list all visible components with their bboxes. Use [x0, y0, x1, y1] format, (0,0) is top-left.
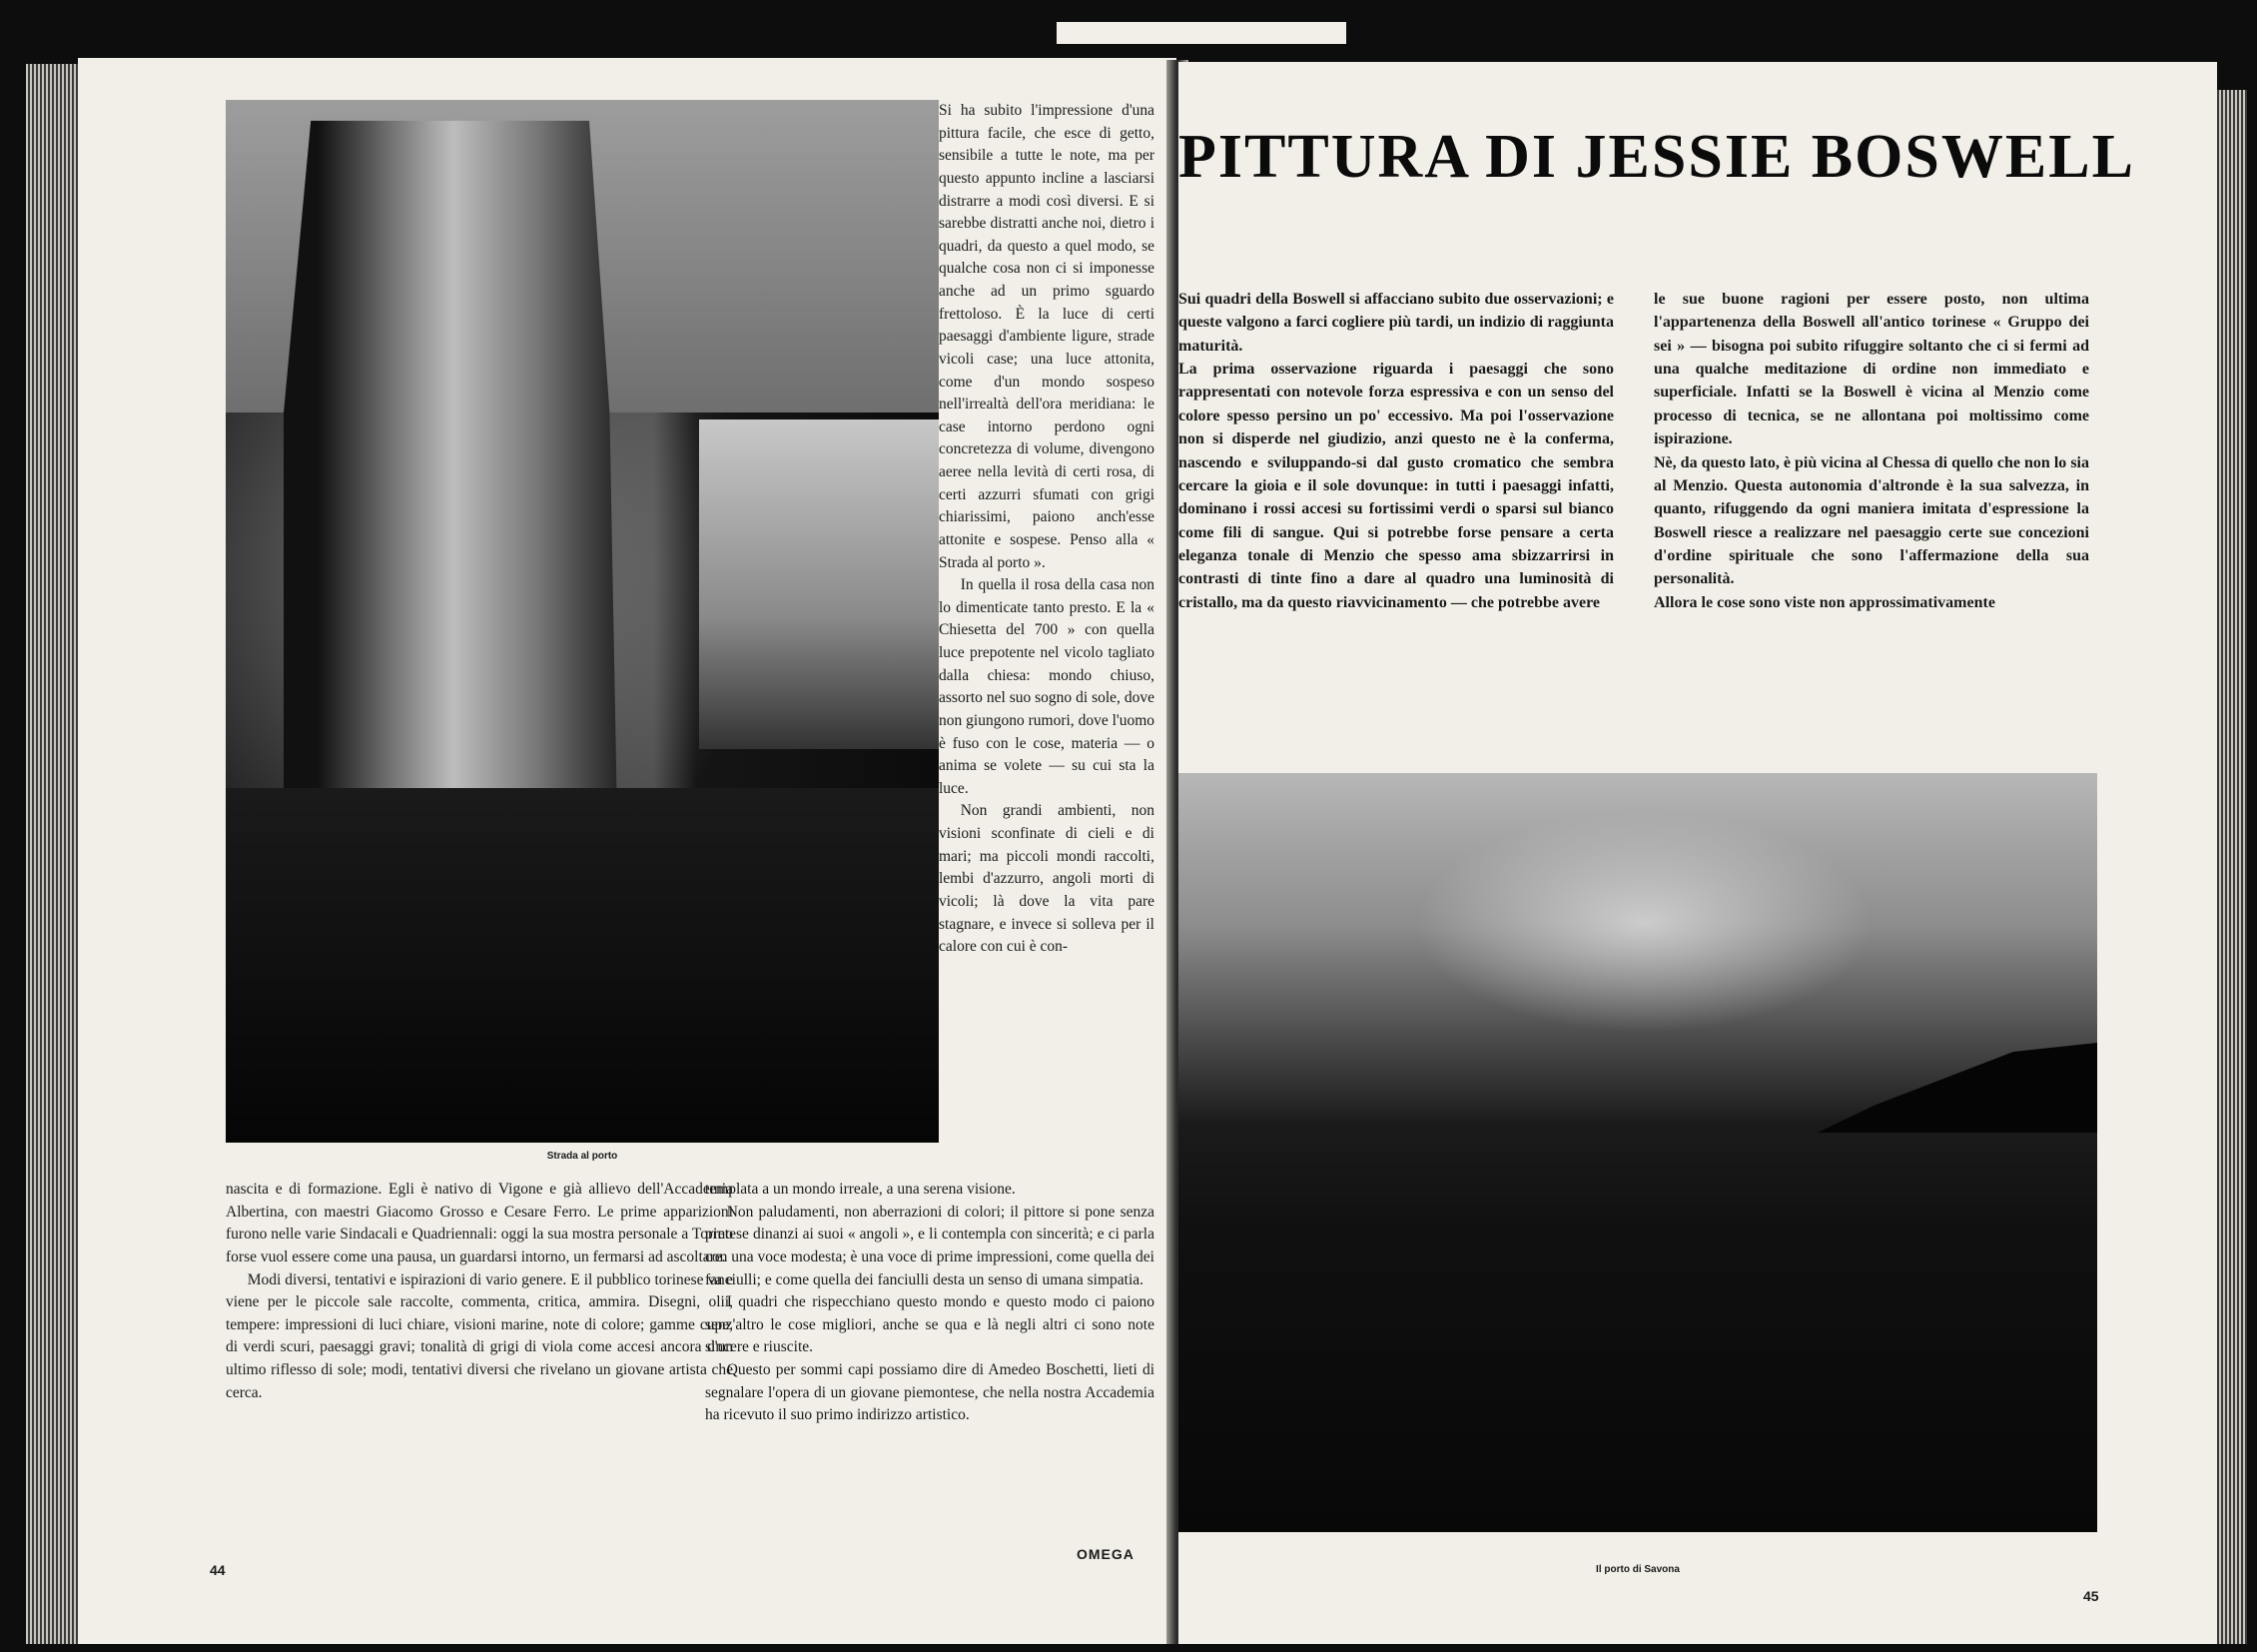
paragraph: Allora le cose sono viste non approssimativamente — [1654, 593, 1995, 611]
paragraph: Non paludamenti, non aberrazioni di colori; il pittore si pone senza pretese dinanzi ai suoi « angoli », e li contempla con sincerità; e ci parla con una voce modesta; è una voce di prime impressioni, come quella dei fanciulli; e come quella dei fanciulli desta un senso di umana simpatia. — [705, 1203, 1154, 1288]
page-number-right: 45 — [2083, 1588, 2099, 1604]
magazine-logo: OMEGA — [1077, 1546, 1134, 1562]
paragraph: le sue buone ragioni per essere posto, non ultima l'appartenenza della Boswell all'antico torinese « Gruppo dei sei » — bisogna poi subito rifuggire soltanto che ci si fermi ad una qualche meditazione di ordine non immediato e superficiale. Infatti se la Boswell è vicina al Menzio come processo di tecnica, se ne allontana poi moltissimo come ispirazione. — [1654, 291, 2089, 448]
paragraph: La prima osservazione riguarda i paesaggi che sono rappresentati con notevole forza espressiva e con un senso del colore spesso persino un po' eccessivo. Ma poi l'osservazione non si disperde nel giudizio, anzi questo ne è la conferma, nascendo e sviluppando-si dal gusto cromatico che sembra cercare la gioia e il sole dovunque: in tutti i paesaggi infatti, dominano i rossi accesi su fortissimi verdi o sparsi sul bianco come fili di sangue. Qui si potrebbe forse pensare a certa eleganza tonale di Menzio che spesso ama sbizzarrirsi in contrasti di tinte fino a dare al quadro una luminosità di cristallo, ma da questo riavvicinamento — che potrebbe avere — [1178, 361, 1614, 611]
page-tab — [1057, 22, 1346, 44]
left-column-bottom-left — [226, 1179, 733, 1404]
page-number-left: 44 — [210, 1562, 226, 1578]
paragraph: Si ha subito l'impressione d'una pittura facile, che esce di getto, sensibile a tutte le note, ma per questo appunto incline a lasciarsi distrarre a modi così diversi. E si sarebbe distratti anche noi, dietro i quadri, da questo a quel modo, se qualche cosa non ci si imponesse anche ad un primo sguardo frettoloso. È la luce di certi paesaggi d'ambiente ligure, strade vicoli case; una luce attonita, come d'un mondo sospeso nell'irrealtà dell'ora meridiana: le case intorno perdono ogni concretezza di volume, divengono aeree nella levità di certi rosa, di certi azzurri sfumati con grigi chiarissimi, paiono anch'esse attonite e sospese. Penso alla « Strada al porto ». — [939, 102, 1154, 571]
photo-caption-left: Strada al porto — [546, 1151, 618, 1162]
paragraph: In quella il rosa della casa non lo dimenticate tanto presto. E la « Chiesetta del 700 » con quella luce prepotente nel vicolo tagliato dalla chiesa: mondo chiuso, assorto nel suo sogno di sole, dove non giungono rumori, dove l'uomo è fuso con le cose, materia — o anima se volete — su cui sta la luce. — [939, 576, 1154, 797]
paragraph: Sui quadri della Boswell si affacciano subito due osservazioni; e queste valgono a farci cogliere più tardi, un indizio di raggiunta maturità. — [1178, 291, 1614, 355]
book-edge-right — [2217, 90, 2247, 1644]
photo-cliff — [1818, 1043, 2097, 1133]
paragraph: Nè, da questo lato, è più vicina al Chessa di quello che non lo sia al Menzio. Questa autonomia d'altronde è la sua salvezza, in quanto, rifuggendo da ogni maniera imitata d'espressione la Boswell riesce a realizzare nel paesaggio certe sue concezioni d'ordine spirituale che sono l'affermazione della sua personalità. — [1654, 453, 2089, 588]
photo-background-wall — [699, 419, 939, 749]
photo-foreground — [226, 788, 939, 1143]
photo-strada-al-porto — [226, 100, 939, 1143]
book-edge-left — [26, 64, 78, 1644]
paragraph: Non grandi ambienti, non visioni sconfinate di cieli e di mari; ma piccoli mondi raccolti, lembi d'azzurro, angoli morti di vicoli; là dove la vita pare stagnare, e invece si solleva per il calore con cui è con- — [939, 802, 1154, 956]
photo-cloud — [1414, 813, 1874, 1033]
left-column-right — [939, 100, 1154, 959]
left-page — [78, 58, 1176, 1644]
photo-caption-right: Il porto di Savona — [1596, 1564, 1680, 1575]
paragraph: I quadri che rispecchiano questo mondo e questo modo ci paiono senz'altro le cose migliori, anche se qua e là negli altri ci sono note sincere e riuscite. — [705, 1293, 1154, 1356]
paragraph: Modi diversi, tentativi e ispirazioni di vario genere. E il pubblico torinese va e viene per le piccole sale raccolte, commenta, critica, ammira. Disegni, olii, tempere: impressioni di luci chiare, visioni marine, note di colore; gamme cupe, di verdi scuri, paesaggi gravi; tonalità di grigi di viola come accesi ancora d'un ultimo riflesso di sole; modi, tentativi diversi che rivelano un giovane artista che cerca. — [226, 1270, 733, 1401]
paragraph: templata a un mondo irreale, a una serena visione. — [705, 1181, 1016, 1198]
paragraph: nascita e di formazione. Egli è nativo di Vigone e già allievo dell'Accademia Albertina, con maestri Giacomo Grosso e Cesare Ferro. Le prime apparizioni furono nelle varie Sindacali e Quadriennali: oggi la sua mostra personale a Torino forse vuol essere come una pausa, un guardarsi intorno, un fermarsi ad ascoltare. — [226, 1181, 733, 1265]
right-column-right — [1654, 288, 2089, 614]
photo-il-porto-di-savona — [1178, 773, 2097, 1532]
article-title: PITTURA DI JESSIE BOSWELL — [1178, 123, 2135, 191]
paragraph: Questo per sommi capi possiamo dire di Amedeo Boschetti, lieti di segnalare l'opera di un giovane piemontese, che nella nostra Accademia ha ricevuto il suo primo indirizzo artistico. — [705, 1361, 1154, 1424]
left-column-bottom-right — [705, 1179, 1154, 1427]
right-column-left — [1178, 288, 1614, 614]
right-page — [1178, 62, 2217, 1644]
